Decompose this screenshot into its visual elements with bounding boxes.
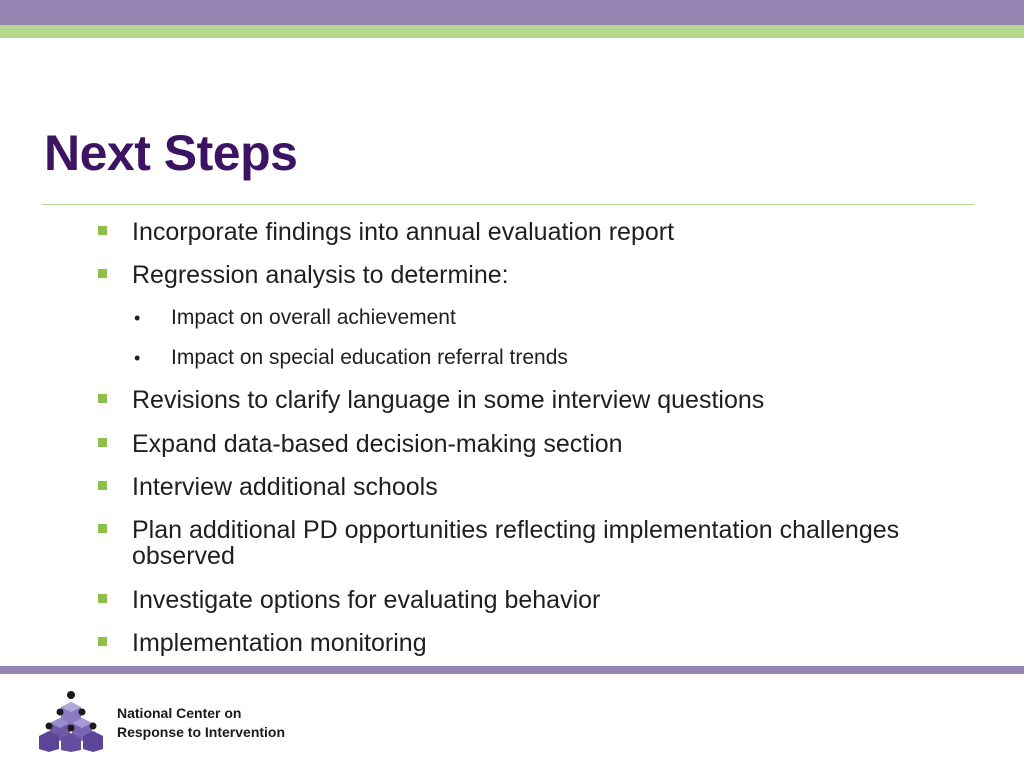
organization-name xyxy=(117,704,285,742)
square-bullet-icon xyxy=(98,637,107,646)
bullet-item xyxy=(132,474,952,500)
bullet-item xyxy=(132,387,952,413)
square-bullet-icon xyxy=(98,594,107,603)
square-bullet-icon xyxy=(98,269,107,278)
slide-title: Next Steps xyxy=(44,125,298,181)
footer-purple-bar xyxy=(0,666,1024,674)
sub-bullet-item xyxy=(134,306,951,330)
sub-bullet-text: Impact on overall achievement xyxy=(171,306,456,329)
bullet-text: Incorporate findings into annual evaluation report xyxy=(132,218,675,246)
square-bullet-icon xyxy=(98,226,107,235)
sub-bullet-item xyxy=(134,346,951,370)
bullet-text: Investigate options for evaluating behavior xyxy=(132,586,601,614)
bullet-item xyxy=(132,587,952,613)
bullet-text: Regression analysis to determine: xyxy=(132,261,509,289)
square-bullet-icon xyxy=(98,524,107,533)
bullet-text: Interview additional schools xyxy=(132,473,438,501)
bullet-text: Implementation monitoring xyxy=(132,629,427,657)
bullet-text: Expand data-based decision-making section xyxy=(132,430,623,458)
dot-bullet-icon: • xyxy=(134,348,141,368)
sub-bullet-text: Impact on special education referral trends xyxy=(171,346,568,369)
bullet-item xyxy=(132,630,952,656)
organization-name-line2: Response to Intervention xyxy=(117,724,286,740)
bullet-item xyxy=(132,219,952,245)
square-bullet-icon xyxy=(98,438,107,447)
bullet-item xyxy=(132,517,952,569)
square-bullet-icon xyxy=(98,394,107,403)
bullet-text: Revisions to clarify language in some interview questions xyxy=(132,386,765,414)
dot-bullet-icon: • xyxy=(134,308,141,328)
organization-name-line1: National Center on xyxy=(117,705,242,721)
bullet-item xyxy=(132,262,952,288)
stacked-blocks-people-logo-icon xyxy=(38,690,104,752)
bullet-text: Plan additional PD opportunities reflecting implementation challenges observed xyxy=(132,516,900,570)
square-bullet-icon xyxy=(98,481,107,490)
bullet-item xyxy=(132,431,952,457)
